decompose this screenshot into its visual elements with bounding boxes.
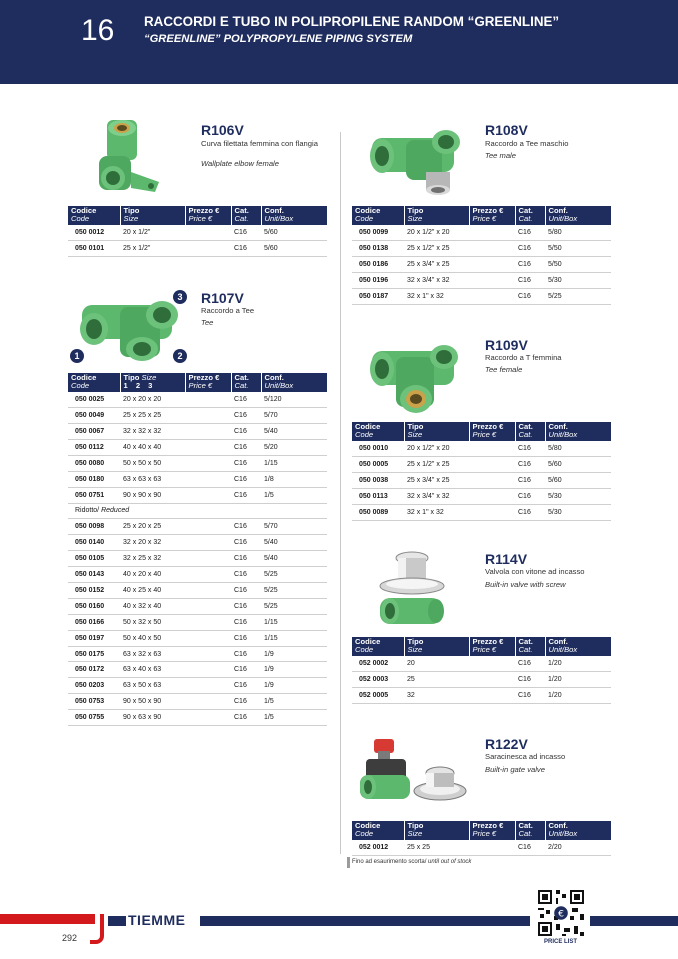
table-r122v [352,821,611,856]
product-desc-en-r122v: Built-in gate valve [485,765,545,774]
price-cell [185,439,231,455]
col-cat: Cat. Cat. [515,422,545,441]
cat-cell: C16 [231,646,261,662]
size-cell: 50 x 40 x 50 [120,630,185,646]
price-cell [469,473,515,489]
tee-image [70,287,188,367]
size-cell: 25 x 20 x 25 [120,519,185,535]
product-desc-en-r107v: Tee [201,318,214,327]
code-cell: 050 0099 [352,225,404,241]
code-cell: 050 0160 [68,598,120,614]
table-row [352,840,611,856]
table-r106v [68,206,327,257]
price-cell [185,678,231,694]
table-row [352,272,611,288]
box-cell: 5/60 [261,225,327,241]
col-size: Tipo Size [404,422,469,441]
page-number: 292 [62,933,78,943]
box-cell: 5/40 [261,424,327,440]
col-code: Codice Code [68,206,120,225]
cat-cell: C16 [231,408,261,424]
price-cell [185,567,231,583]
table-row [352,225,611,241]
col-cat: Cat. Cat. [231,206,261,225]
col-box: Conf. Unit/Box [545,422,611,441]
product-desc-it-r106v: Curva filettata femmina con flangia [201,139,318,148]
box-cell: 1/9 [261,646,327,662]
price-cell [185,535,231,551]
code-cell: 050 0105 [68,551,120,567]
col-box: Conf. Unit/Box [261,373,327,392]
code-cell: 050 0012 [68,225,120,241]
cat-cell: C16 [515,257,545,273]
code-cell: 050 0196 [352,272,404,288]
price-cell [469,241,515,257]
code-cell: 050 0197 [68,630,120,646]
box-cell: 5/120 [261,392,327,408]
col-price: Prezzo € Price € [469,206,515,225]
price-cell [469,504,515,520]
cat-cell: C16 [231,487,261,503]
product-desc-en-r106v: Wallplate elbow female [201,159,279,168]
table-row [352,488,611,504]
product-code-r109v: R109V [485,337,528,353]
box-cell: 5/25 [545,288,611,304]
size-cell: 32 x 1" x 32 [404,288,469,304]
product-desc-en-r114v: Built-in valve with screw [485,580,566,589]
size-cell: 25 x 3/4" x 25 [404,473,469,489]
cat-cell: C16 [515,241,545,257]
table-row [352,688,611,704]
price-cell [185,408,231,424]
box-cell: 1/5 [261,487,327,503]
col-code: Codice Code [68,373,120,392]
code-cell: 050 0049 [68,408,120,424]
cat-cell: C16 [231,678,261,694]
column-divider [340,132,341,854]
size-cell: 20 [404,656,469,672]
table-row [352,288,611,304]
code-cell: 052 0012 [352,840,404,856]
box-cell: 1/9 [261,678,327,694]
box-cell: 5/25 [261,567,327,583]
footnote: Fino ad esaurimento scorta/ until out of stock [352,859,472,865]
size-cell: 90 x 90 x 90 [120,487,185,503]
box-cell: 5/20 [261,439,327,455]
price-cell [185,710,231,726]
col-size: Tipo Size [404,637,469,656]
price-cell [469,225,515,241]
table-row [352,672,611,688]
table-row [68,519,327,535]
code-cell: 050 0067 [68,424,120,440]
col-box: Conf. Unit/Box [545,206,611,225]
table-row [68,471,327,487]
price-cell [185,583,231,599]
cat-cell: C16 [231,598,261,614]
code-cell: 050 0005 [352,457,404,473]
code-cell: 050 0172 [68,662,120,678]
col-code: Codice Code [352,206,404,225]
code-cell: 050 0755 [68,710,120,726]
price-cell [185,630,231,646]
product-desc-it-r114v: Valvola con vitone ad incasso [485,567,585,576]
size-cell: 25 x 3/4" x 25 [404,257,469,273]
code-cell: 050 0080 [68,455,120,471]
size-cell: 25 [404,672,469,688]
product-code-r108v: R108V [485,122,528,138]
cat-cell: C16 [231,662,261,678]
price-cell [185,455,231,471]
built-in-valve-image [376,548,448,632]
size-cell: 32 x 20 x 32 [120,535,185,551]
code-cell: 050 0753 [68,694,120,710]
table-row [68,678,327,694]
badge-2: 2 [173,349,187,363]
footer-red-stripe [0,914,95,924]
product-desc-en-r108v: Tee male [485,151,516,160]
price-cell [469,272,515,288]
table-row [68,551,327,567]
size-cell: 25 x 25 [404,840,469,856]
size-cell: 25 x 1/2" x 25 [404,457,469,473]
col-price: Prezzo € Price € [185,373,231,392]
box-cell: 5/30 [545,488,611,504]
col-box: Conf. Unit/Box [261,206,327,225]
table-row [68,662,327,678]
size-cell: 32 x 32 x 32 [120,424,185,440]
code-cell: 050 0175 [68,646,120,662]
code-cell: 050 0186 [352,257,404,273]
product-desc-it-r107v: Raccordo a Tee [201,306,255,315]
table-row [68,392,327,408]
table-r108v [352,206,611,305]
page-title: RACCORDI E TUBO IN POLIPROPILENE RANDOM “GREENLINE” [144,14,560,29]
box-cell: 5/30 [545,272,611,288]
price-cell [469,840,515,856]
code-cell: 050 0098 [68,519,120,535]
col-price: Prezzo € Price € [469,422,515,441]
code-cell: 052 0005 [352,688,404,704]
code-cell: 050 0140 [68,535,120,551]
footer-navy-stripe-left [108,916,126,926]
box-cell: 5/30 [545,504,611,520]
cat-cell: C16 [231,424,261,440]
price-cell [185,646,231,662]
size-cell: 20 x 1/2" x 20 [404,441,469,457]
page-header [0,0,678,84]
product-code-r106v: R106V [201,122,244,138]
product-desc-en-r109v: Tee female [485,365,523,374]
cat-cell: C16 [515,840,545,856]
price-cell [185,241,231,257]
footer-navy-stripe [200,916,530,926]
code-cell: 050 0112 [68,439,120,455]
box-cell: 5/50 [545,241,611,257]
table-row [68,455,327,471]
page-subtitle: “GREENLINE” POLYPROPYLENE PIPING SYSTEM [144,33,413,45]
badge-3: 3 [173,290,187,304]
price-cell [469,288,515,304]
table-row [68,439,327,455]
size-cell: 90 x 63 x 90 [120,710,185,726]
cat-cell: C16 [515,272,545,288]
cat-cell: C16 [515,225,545,241]
code-cell: 050 0138 [352,241,404,257]
cat-cell: C16 [515,656,545,672]
svg-text:€: € [558,908,564,920]
box-cell: 1/20 [545,688,611,704]
price-cell [185,598,231,614]
table-row [352,504,611,520]
code-cell: 052 0003 [352,672,404,688]
box-cell: 1/20 [545,672,611,688]
cat-cell: C16 [231,225,261,241]
footer-navy-stripe-right [590,916,678,926]
cat-cell: C16 [515,288,545,304]
table-row [352,241,611,257]
size-cell: 40 x 25 x 40 [120,583,185,599]
brand-logo: TIEMME [128,912,186,928]
table-row [68,614,327,630]
col-price: Prezzo € Price € [469,637,515,656]
col-cat: Cat. Cat. [515,637,545,656]
box-cell: 5/60 [545,457,611,473]
cat-cell: C16 [231,392,261,408]
size-cell: 63 x 40 x 63 [120,662,185,678]
size-cell: 32 [404,688,469,704]
footnote-marker [347,857,350,868]
code-cell: 050 0038 [352,473,404,489]
wallplate-elbow-image [93,116,165,200]
price-cell [185,551,231,567]
code-cell: 050 0166 [68,614,120,630]
tee-female-image [366,337,466,417]
size-cell: 25 x 25 x 25 [120,408,185,424]
size-cell: 32 x 25 x 32 [120,551,185,567]
box-cell: 1/8 [261,471,327,487]
box-cell: 5/25 [261,598,327,614]
table-row [352,656,611,672]
cat-cell: C16 [515,457,545,473]
col-price: Prezzo € Price € [185,206,231,225]
size-cell: 63 x 63 x 63 [120,471,185,487]
price-cell [469,257,515,273]
table-row [68,567,327,583]
box-cell: 1/20 [545,656,611,672]
size-cell: 20 x 1/2" x 20 [404,225,469,241]
badge-1: 1 [70,349,84,363]
size-cell: 50 x 50 x 50 [120,455,185,471]
size-cell: 32 x 3/4" x 32 [404,488,469,504]
price-cell [185,424,231,440]
box-cell: 1/9 [261,662,327,678]
box-cell: 5/60 [261,241,327,257]
cat-cell: C16 [515,473,545,489]
box-cell: 1/15 [261,614,327,630]
col-price: Prezzo € Price € [469,821,515,840]
code-cell: 050 0010 [352,441,404,457]
code-cell: 050 0203 [68,678,120,694]
product-code-r122v: R122V [485,736,528,752]
cat-cell: C16 [231,583,261,599]
box-cell: 5/70 [261,519,327,535]
table-r107v [68,373,327,726]
box-cell: 1/15 [261,455,327,471]
cat-cell: C16 [515,672,545,688]
product-code-r107v: R107V [201,290,244,306]
col-box: Conf. Unit/Box [545,821,611,840]
col-code: Codice Code [352,637,404,656]
box-cell: 5/25 [261,583,327,599]
price-cell [469,656,515,672]
table-row [352,473,611,489]
box-cell: 5/50 [545,257,611,273]
reduced-subheading: Ridotto/ Reduced [68,503,327,519]
cat-cell: C16 [231,241,261,257]
price-cell [185,662,231,678]
size-cell: 40 x 40 x 40 [120,439,185,455]
price-cell [185,471,231,487]
col-cat: Cat. Cat. [231,373,261,392]
price-cell [469,457,515,473]
size-cell: 40 x 32 x 40 [120,598,185,614]
code-cell: 050 0187 [352,288,404,304]
size-cell: 63 x 32 x 63 [120,646,185,662]
table-row [68,630,327,646]
size-cell: 20 x 20 x 20 [120,392,185,408]
code-cell: 050 0143 [68,567,120,583]
size-cell: 32 x 3/4" x 32 [404,272,469,288]
col-size: Tipo Size [404,821,469,840]
built-in-gate-valve-image [356,735,468,807]
price-cell [185,519,231,535]
cat-cell: C16 [231,439,261,455]
cat-cell: C16 [231,710,261,726]
table-row [68,241,327,257]
code-cell: 050 0025 [68,392,120,408]
table-row [68,408,327,424]
table-row [68,710,327,726]
cat-cell: C16 [231,455,261,471]
col-code: Codice Code [352,422,404,441]
footer-red-hook [90,914,104,944]
size-cell: 32 x 1" x 32 [404,504,469,520]
price-cell [185,694,231,710]
cat-cell: C16 [515,688,545,704]
cat-cell: C16 [231,519,261,535]
cat-cell: C16 [231,630,261,646]
price-cell [185,225,231,241]
product-code-r114v: R114V [485,551,528,567]
table-row [68,694,327,710]
box-cell: 5/40 [261,535,327,551]
table-row [68,646,327,662]
chapter-number: 16 [81,14,115,47]
box-cell: 1/5 [261,710,327,726]
cat-cell: C16 [231,694,261,710]
size-cell: 40 x 20 x 40 [120,567,185,583]
product-desc-it-r108v: Raccordo a Tee maschio [485,139,569,148]
cat-cell: C16 [515,441,545,457]
tee-male-image [366,122,466,198]
table-row [68,424,327,440]
code-cell: 050 0152 [68,583,120,599]
box-cell: 2/20 [545,840,611,856]
box-cell: 5/80 [545,225,611,241]
col-box: Conf. Unit/Box [545,637,611,656]
cat-cell: C16 [515,504,545,520]
price-cell [469,672,515,688]
code-cell: 050 0101 [68,241,120,257]
box-cell: 5/80 [545,441,611,457]
table-r109v [352,422,611,521]
table-row [352,257,611,273]
box-cell: 1/15 [261,630,327,646]
table-row [352,441,611,457]
cat-cell: C16 [231,471,261,487]
table-row [68,487,327,503]
product-desc-it-r109v: Raccordo a T femmina [485,353,562,362]
size-cell: 63 x 50 x 63 [120,678,185,694]
col-cat: Cat. Cat. [515,206,545,225]
table-row [352,457,611,473]
cat-cell: C16 [231,535,261,551]
cat-cell: C16 [231,567,261,583]
cat-cell: C16 [515,488,545,504]
col-cat: Cat. Cat. [515,821,545,840]
col-size: Tipo Size [120,206,185,225]
cat-cell: C16 [231,551,261,567]
price-cell [469,441,515,457]
price-cell [469,488,515,504]
table-row [68,535,327,551]
price-list-label: PRICE LIST [544,939,578,945]
size-cell: 50 x 32 x 50 [120,614,185,630]
price-cell [469,688,515,704]
size-cell: 25 x 1/2" x 25 [404,241,469,257]
col-size: Tipo Size [404,206,469,225]
table-row [68,598,327,614]
box-cell: 5/60 [545,473,611,489]
product-desc-it-r122v: Saracinesca ad incasso [485,752,566,761]
code-cell: 050 0113 [352,488,404,504]
code-cell: 050 0089 [352,504,404,520]
code-cell: 050 0180 [68,471,120,487]
price-cell [185,392,231,408]
price-cell [185,487,231,503]
price-cell [185,614,231,630]
table-row [68,583,327,599]
box-cell: 5/40 [261,551,327,567]
col-size: Tipo Size 1 2 3 [120,373,185,392]
col-code: Codice Code [352,821,404,840]
size-cell: 90 x 50 x 90 [120,694,185,710]
cat-cell: C16 [231,614,261,630]
qr-code-icon[interactable] [536,888,586,938]
box-cell: 1/5 [261,694,327,710]
table-row [68,225,327,241]
box-cell: 5/70 [261,408,327,424]
table-r114v [352,637,611,704]
code-cell: 052 0002 [352,656,404,672]
size-cell: 20 x 1/2" [120,225,185,241]
size-cell: 25 x 1/2" [120,241,185,257]
code-cell: 050 0751 [68,487,120,503]
